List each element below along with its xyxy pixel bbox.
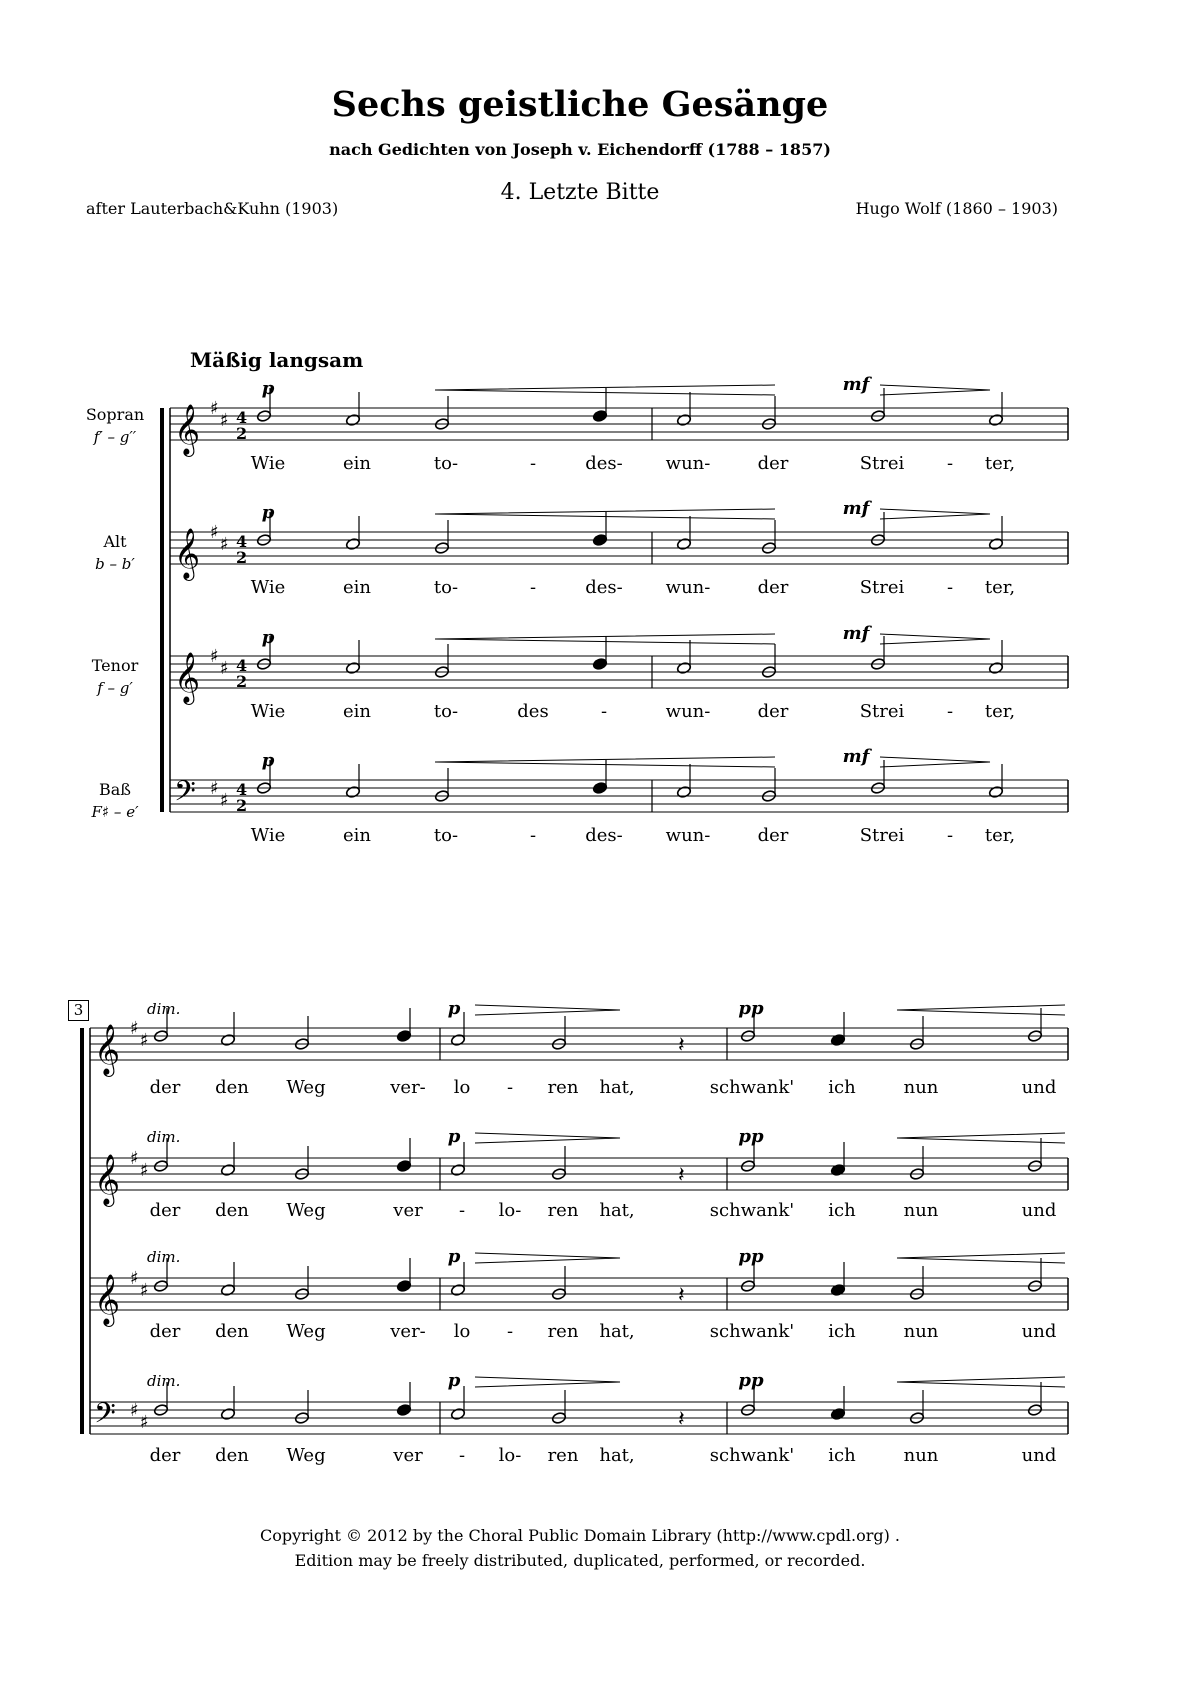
piece-title: 4. Letzte Bitte xyxy=(500,180,660,205)
voice-name-alt: Alt xyxy=(103,532,127,551)
lyric-syllable: ter, xyxy=(984,825,1016,846)
note-head xyxy=(830,1408,845,1421)
lyric-syllable: der xyxy=(757,453,789,474)
bass-clef: 𝄢 xyxy=(94,1397,116,1437)
decrescendo-hairpin xyxy=(475,1253,620,1263)
lyric-syllable: lo xyxy=(453,1321,471,1342)
note-head xyxy=(345,786,360,799)
time-sig-top: 4 xyxy=(236,656,248,675)
time-sig-bottom: 2 xyxy=(236,548,248,567)
lyric-syllable: Strei xyxy=(859,577,905,598)
lyric-syllable: - xyxy=(458,1200,466,1221)
lyric-syllable: ren xyxy=(547,1077,579,1098)
lyric-syllable: der xyxy=(149,1200,181,1221)
lyric-syllable: und xyxy=(1021,1077,1057,1098)
lyric-syllable: den xyxy=(215,1445,249,1466)
lyric-syllable: - xyxy=(529,825,537,846)
time-sig-top: 4 xyxy=(236,532,248,551)
note-head xyxy=(345,662,360,675)
lyric-syllable: Weg xyxy=(286,1077,326,1098)
key-sharp: ♯ xyxy=(220,534,229,555)
note-head xyxy=(450,1408,465,1421)
lyric-syllable: - xyxy=(506,1077,514,1098)
lyric-syllable: ein xyxy=(342,701,372,722)
note-head xyxy=(988,414,1003,427)
lyric-syllable: hat, xyxy=(599,1445,635,1466)
lyric-syllable: ver- xyxy=(390,1321,426,1342)
treble-clef: 𝄞 xyxy=(174,528,201,579)
lyric-syllable: - xyxy=(946,701,954,722)
lyric-syllable: - xyxy=(946,825,954,846)
quarter-rest: 𝄽 xyxy=(678,1407,685,1432)
lyric-syllable: nun xyxy=(903,1200,939,1221)
key-sharp: ♯ xyxy=(130,1018,139,1039)
bass-clef: 𝄢 xyxy=(174,775,196,815)
lyric-syllable: ich xyxy=(828,1200,856,1221)
key-sharp: ♯ xyxy=(130,1268,139,1289)
note-head xyxy=(676,662,691,675)
lyric-syllable: der xyxy=(149,1077,181,1098)
voice-range-tenor: f – g′ xyxy=(97,679,133,697)
lyric-syllable: den xyxy=(215,1200,249,1221)
key-sharp: ♯ xyxy=(220,658,229,679)
time-sig-bottom: 2 xyxy=(236,796,248,815)
lyric-syllable: - xyxy=(946,577,954,598)
lyric-syllable: - xyxy=(946,453,954,474)
key-sharp: ♯ xyxy=(210,778,219,799)
note-head xyxy=(592,658,607,671)
key-sharp: ♯ xyxy=(130,1400,139,1421)
measure-number: 3 xyxy=(68,1000,89,1021)
voice-name-sopran: Sopran xyxy=(85,405,145,424)
lyric-syllable: hat, xyxy=(599,1200,635,1221)
dynamic-dim: dim. xyxy=(147,1000,181,1018)
key-sharp: ♯ xyxy=(130,1148,139,1169)
crescendo-hairpin xyxy=(435,385,775,395)
lyric-syllable: to- xyxy=(433,701,459,722)
lyric-syllable: Strei xyxy=(859,701,905,722)
lyric-syllable: - xyxy=(600,701,608,722)
voice-range-sopran: f′ – g′′ xyxy=(93,428,137,446)
crescendo-hairpin xyxy=(435,634,775,644)
crescendo-hairpin xyxy=(435,509,775,519)
title: Sechs geistliche Gesänge xyxy=(331,84,829,125)
decrescendo-hairpin xyxy=(880,757,990,767)
lyric-syllable: des- xyxy=(585,453,623,474)
lyric-syllable: wun- xyxy=(665,453,711,474)
crescendo-hairpin xyxy=(897,1377,1065,1387)
note-head xyxy=(676,786,691,799)
note-head xyxy=(830,1034,845,1047)
lyric-syllable: nun xyxy=(903,1445,939,1466)
lyric-syllable: lo- xyxy=(498,1200,522,1221)
dynamic-mark: p xyxy=(447,1126,461,1147)
dynamic-dim: dim. xyxy=(147,1372,181,1390)
lyric-syllable: ren xyxy=(547,1321,579,1342)
note-head xyxy=(592,410,607,423)
treble-clef: 𝄞 xyxy=(94,1154,121,1205)
lyric-syllable: - xyxy=(506,1321,514,1342)
treble-clef: 𝄞 xyxy=(94,1274,121,1325)
lyric-syllable: der xyxy=(757,825,789,846)
key-sharp: ♯ xyxy=(210,522,219,543)
dynamic-mark: pp xyxy=(738,1370,764,1391)
lyric-syllable: Weg xyxy=(286,1321,326,1342)
lyric-syllable: ren xyxy=(547,1200,579,1221)
note-head xyxy=(450,1164,465,1177)
voice-name-bass: Baß xyxy=(99,780,131,799)
lyric-syllable: lo xyxy=(453,1077,471,1098)
note-head xyxy=(396,1280,411,1293)
copyright-line-2: Edition may be freely distributed, duplicated, performed, or recorded. xyxy=(294,1551,866,1570)
lyric-syllable: der xyxy=(149,1445,181,1466)
crescendo-hairpin xyxy=(897,1253,1065,1263)
lyric-syllable: ren xyxy=(547,1445,579,1466)
decrescendo-hairpin xyxy=(475,1377,620,1387)
key-sharp: ♯ xyxy=(220,790,229,811)
voice-range-alt: b – b′ xyxy=(95,555,135,573)
note-head xyxy=(220,1408,235,1421)
treble-clef: 𝄞 xyxy=(174,652,201,703)
dynamic-mark: mf xyxy=(842,623,870,644)
lyric-syllable: schwank' xyxy=(709,1321,795,1342)
note-head xyxy=(988,538,1003,551)
treble-clef: 𝄞 xyxy=(94,1024,121,1075)
note-head xyxy=(396,1404,411,1417)
lyric-syllable: der xyxy=(757,701,789,722)
key-sharp: ♯ xyxy=(140,1030,149,1051)
dynamic-dim: dim. xyxy=(147,1248,181,1266)
note-head xyxy=(830,1164,845,1177)
lyric-syllable: - xyxy=(529,453,537,474)
lyric-syllable: wun- xyxy=(665,577,711,598)
dynamic-dim: dim. xyxy=(147,1128,181,1146)
note-head xyxy=(676,538,691,551)
lyric-syllable: ein xyxy=(342,453,372,474)
lyric-syllable: und xyxy=(1021,1200,1057,1221)
note-head xyxy=(988,662,1003,675)
lyric-syllable: - xyxy=(458,1445,466,1466)
tempo-marking: Mäßig langsam xyxy=(190,348,364,372)
lyric-syllable: ter, xyxy=(984,701,1016,722)
dynamic-mark: pp xyxy=(738,998,764,1019)
lyric-syllable: hat, xyxy=(599,1321,635,1342)
lyric-syllable: der xyxy=(149,1321,181,1342)
note-head xyxy=(396,1160,411,1173)
composer-credit: Hugo Wolf (1860 – 1903) xyxy=(855,199,1058,218)
lyric-syllable: lo- xyxy=(498,1445,522,1466)
key-sharp: ♯ xyxy=(210,398,219,419)
dynamic-mark: p xyxy=(261,502,275,523)
lyric-syllable: nun xyxy=(903,1321,939,1342)
dynamic-mark: p xyxy=(447,1370,461,1391)
lyric-syllable: den xyxy=(215,1321,249,1342)
note-head xyxy=(450,1034,465,1047)
lyric-syllable: to- xyxy=(433,453,459,474)
dynamic-mark: p xyxy=(261,378,275,399)
note-head xyxy=(220,1164,235,1177)
decrescendo-hairpin xyxy=(475,1005,620,1015)
lyric-syllable: und xyxy=(1021,1321,1057,1342)
dynamic-mark: p xyxy=(261,627,275,648)
lyric-syllable: den xyxy=(215,1077,249,1098)
voice-range-bass: F♯ – e′ xyxy=(91,803,139,821)
lyric-syllable: Wie xyxy=(250,453,286,474)
lyric-syllable: wun- xyxy=(665,825,711,846)
copyright-notice xyxy=(0,1523,1160,1573)
note-head xyxy=(345,414,360,427)
lyric-syllable: schwank' xyxy=(709,1445,795,1466)
quarter-rest: 𝄽 xyxy=(678,1283,685,1308)
note-head xyxy=(396,1030,411,1043)
lyric-syllable: Wie xyxy=(250,825,286,846)
lyric-syllable: ein xyxy=(342,577,372,598)
lyric-syllable: nun xyxy=(903,1077,939,1098)
lyric-syllable: schwank' xyxy=(709,1077,795,1098)
crescendo-hairpin xyxy=(897,1005,1065,1015)
lyric-syllable: Strei xyxy=(859,825,905,846)
key-sharp: ♯ xyxy=(220,410,229,431)
key-sharp: ♯ xyxy=(140,1412,149,1433)
voice-name-tenor: Tenor xyxy=(91,656,139,675)
copyright-line-1: Copyright © 2012 by the Choral Public Domain Library (http://www.cpdl.org) . xyxy=(260,1526,900,1545)
lyric-syllable: to- xyxy=(433,577,459,598)
note-head xyxy=(220,1284,235,1297)
note-head xyxy=(220,1034,235,1047)
lyric-syllable: - xyxy=(529,577,537,598)
quarter-rest: 𝄽 xyxy=(678,1033,685,1058)
dynamic-mark: pp xyxy=(738,1126,764,1147)
treble-clef: 𝄞 xyxy=(174,404,201,455)
dynamic-mark: pp xyxy=(738,1246,764,1267)
key-sharp: ♯ xyxy=(140,1280,149,1301)
dynamic-mark: p xyxy=(447,998,461,1019)
time-sig-bottom: 2 xyxy=(236,672,248,691)
lyric-syllable: hat, xyxy=(599,1077,635,1098)
lyric-syllable: ver- xyxy=(390,1077,426,1098)
time-sig-bottom: 2 xyxy=(236,424,248,443)
note-head xyxy=(592,534,607,547)
key-sharp: ♯ xyxy=(210,646,219,667)
lyric-syllable: ver xyxy=(393,1445,423,1466)
quarter-rest: 𝄽 xyxy=(678,1163,685,1188)
note-head xyxy=(830,1284,845,1297)
time-sig-top: 4 xyxy=(236,408,248,427)
lyric-syllable: ver xyxy=(393,1200,423,1221)
lyric-syllable: Weg xyxy=(286,1200,326,1221)
crescendo-hairpin xyxy=(435,757,775,767)
lyric-syllable: des- xyxy=(585,825,623,846)
note-head xyxy=(988,786,1003,799)
subtitle: nach Gedichten von Joseph v. Eichendorff (1788 – 1857) xyxy=(329,140,831,159)
lyric-syllable: ich xyxy=(828,1077,856,1098)
dynamic-mark: mf xyxy=(842,374,870,395)
dynamic-mark: mf xyxy=(842,746,870,767)
crescendo-hairpin xyxy=(897,1133,1065,1143)
note-head xyxy=(345,538,360,551)
lyric-syllable: ter, xyxy=(984,577,1016,598)
lyric-syllable: schwank' xyxy=(709,1200,795,1221)
time-sig-top: 4 xyxy=(236,780,248,799)
decrescendo-hairpin xyxy=(475,1133,620,1143)
arranger-credit: after Lauterbach&Kuhn (1903) xyxy=(86,199,339,218)
lyric-syllable: ter, xyxy=(984,453,1016,474)
lyric-syllable: ich xyxy=(828,1445,856,1466)
note-head xyxy=(676,414,691,427)
dynamic-mark: p xyxy=(261,750,275,771)
lyric-syllable: des xyxy=(517,701,549,722)
lyric-syllable: Weg xyxy=(286,1445,326,1466)
dynamic-mark: mf xyxy=(842,498,870,519)
lyric-syllable: ein xyxy=(342,825,372,846)
lyric-syllable: ich xyxy=(828,1321,856,1342)
lyric-syllable: der xyxy=(757,577,789,598)
lyric-syllable: des- xyxy=(585,577,623,598)
decrescendo-hairpin xyxy=(880,385,990,395)
lyric-syllable: wun- xyxy=(665,701,711,722)
note-head xyxy=(450,1284,465,1297)
decrescendo-hairpin xyxy=(880,634,990,644)
decrescendo-hairpin xyxy=(880,509,990,519)
lyric-syllable: to- xyxy=(433,825,459,846)
lyric-syllable: Wie xyxy=(250,701,286,722)
key-sharp: ♯ xyxy=(140,1160,149,1181)
dynamic-mark: p xyxy=(447,1246,461,1267)
lyric-syllable: Wie xyxy=(250,577,286,598)
lyric-syllable: Strei xyxy=(859,453,905,474)
lyric-syllable: und xyxy=(1021,1445,1057,1466)
note-head xyxy=(592,782,607,795)
